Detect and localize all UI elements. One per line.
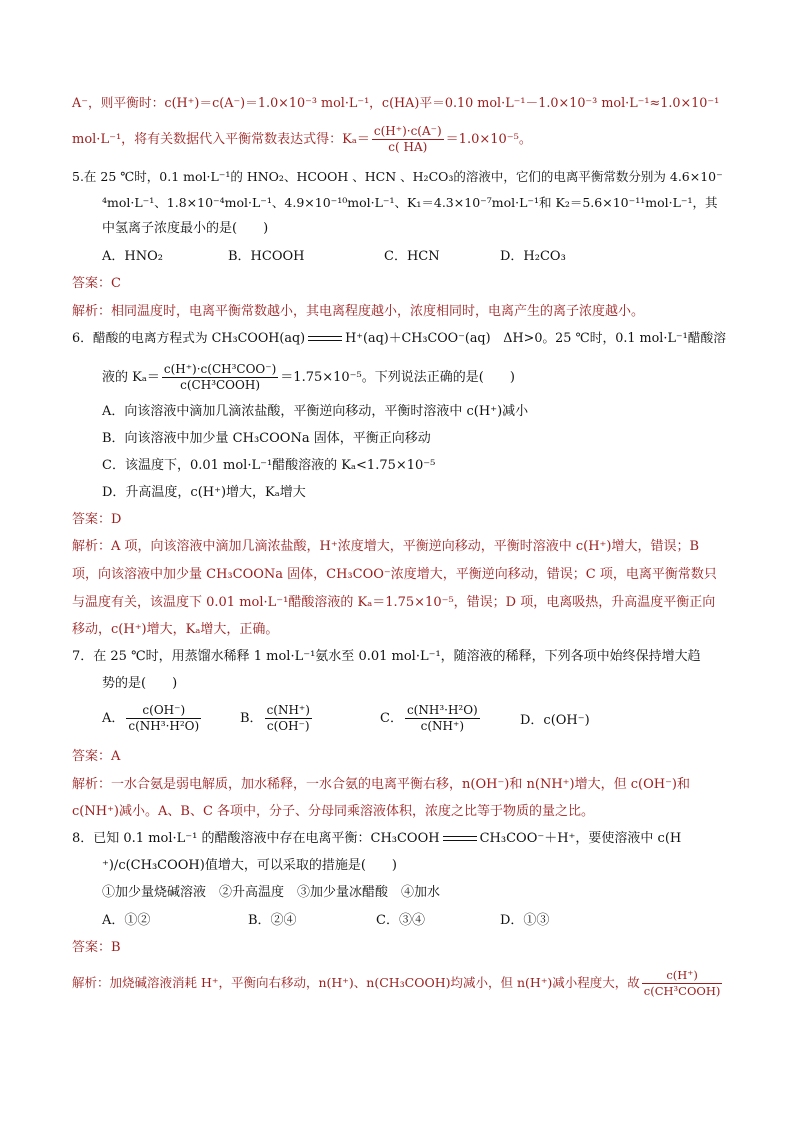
q7-analysis-line1: 解析：一水合氨是弱电解质，加水稀释，一水合氨的电离平衡右移，n(OH⁻)和 n(NH⁺)增大，但 c(OH⁻)和	[72, 777, 691, 792]
q5-stem-line3: 中氢离子浓度最小的是( )	[102, 221, 269, 236]
q7-answer: 答案：A	[72, 749, 121, 764]
q7-option-c-fraction	[405, 703, 480, 734]
q7-option-a	[102, 703, 203, 734]
q8-frac-den: c(CH³COOH)	[643, 984, 721, 998]
equilibrium-arrow-icon	[308, 334, 342, 344]
q6-ka-value: ＝1.75×10⁻⁵。下列说法正确的是( )	[280, 370, 515, 385]
q5-option-b: B．HCOOH	[228, 249, 305, 264]
q8-option-b: B．②④	[248, 913, 297, 928]
q6-answer: 答案：D	[72, 512, 122, 527]
q7-option-d: D．c(OH⁻)	[520, 713, 590, 728]
q6-option-a: A．向该溶液中滴加几滴浓盐酸，平衡逆向移动，平衡时溶液中 c(H⁺)减小	[102, 404, 529, 419]
q4-fraction	[372, 124, 444, 155]
q7-c-num: c(NH³·H²O)	[406, 703, 478, 717]
q7-option-b	[240, 703, 314, 734]
q8-option-c: C．③④	[376, 913, 425, 928]
q7-b-den: c(OH⁻)	[266, 719, 310, 733]
q8-analysis-text: 解析：加烧碱溶液消耗 H⁺，平衡向右移动，n(H⁺)、n(CH₃COOH)均减小，但 n(H⁺)减小程度大，故	[72, 975, 640, 990]
q4-frac-num: c(H⁺)·c(A⁻)	[373, 124, 442, 138]
q6-ka-label: 液的 Kₐ＝	[102, 370, 160, 385]
q4-line2-end: ＝1.0×10⁻⁵。	[445, 132, 532, 147]
q8-stem-right: CH₃COO⁻＋H⁺，要使溶液中 c(H	[479, 831, 682, 846]
q6-stem-line1	[72, 330, 726, 348]
q6-ka-fraction	[162, 362, 278, 393]
q8-analysis-fraction	[642, 968, 723, 999]
q8-stem-left: 8．已知 0.1 mol·L⁻¹ 的醋酸溶液中存在电离平衡：CH₃COOH	[72, 831, 440, 846]
q5-option-d: D．H₂CO₃	[500, 249, 566, 264]
q7-stem-line2: 势的是( )	[102, 676, 178, 691]
q6-stem-line2	[102, 362, 515, 393]
q8-stem-line2: ⁺)/c(CH₃COOH)值增大，可以采取的措施是( )	[102, 858, 397, 873]
q6-frac-den: c(CH³COOH)	[180, 378, 261, 392]
q7-option-a-fraction	[126, 703, 201, 734]
q5-option-c: C．HCN	[384, 249, 440, 264]
q6-option-d: D．升高温度，c(H⁺)增大，Kₐ增大	[102, 485, 306, 500]
q6-analysis-line4: 移动，c(H⁺)增大，Kₐ增大，正确。	[72, 622, 279, 637]
q7-option-c	[380, 703, 482, 734]
q6-frac-num: c(H⁺)·c(CH³COO⁻)	[163, 362, 277, 376]
q8-measures: ①加少量烧碱溶液 ②升高温度 ③加少量冰醋酸 ④加水	[102, 885, 441, 900]
q6-option-c: C．该温度下，0.01 mol·L⁻¹醋酸溶液的 Kₐ<1.75×10⁻⁵	[102, 458, 436, 473]
q5-answer: 答案：C	[72, 276, 121, 291]
q7-c-den: c(NH⁺)	[420, 719, 465, 733]
q8-frac-num: c(H⁺)	[642, 968, 723, 984]
q5-stem-line2: ⁴mol·L⁻¹、1.8×10⁻⁴mol·L⁻¹、4.9×10⁻¹⁰mol·L⁻¹、K₁＝4.3×10⁻⁷mol·L⁻¹和 K₂＝5.6×10⁻¹¹mol·L⁻¹，其	[102, 195, 718, 210]
q6-analysis-line1: 解析：A 项，向该溶液中滴加几滴浓盐酸，H⁺浓度增大，平衡逆向移动，平衡时溶液中 c(H⁺)增大，错误；B	[72, 539, 700, 554]
q7-stem-line1: 7．在 25 ℃时，用蒸馏水稀释 1 mol·L⁻¹氨水至 0.01 mol·L⁻¹，随溶液的稀释，下列各项中始终保持增大趋	[72, 649, 701, 664]
q7-option-c-label: C．	[380, 711, 403, 726]
q4-line2	[72, 124, 532, 155]
q4-line2-text: mol·L⁻¹，将有关数据代入平衡常数表达式得：Kₐ＝	[72, 132, 370, 147]
q5-analysis: 解析：相同温度时，电离平衡常数越小，其电离程度越小，浓度相同时，电离产生的离子浓度越小。	[72, 304, 645, 319]
equilibrium-arrow-icon	[443, 834, 477, 844]
q8-analysis	[72, 968, 724, 999]
q7-analysis-line2: c(NH⁺)减小。A、B、C 各项中，分子、分母同乘溶液体积，浓度之比等于物质的量之比。	[72, 804, 595, 819]
q6-equation-left: 6．醋酸的电离方程式为 CH₃COOH(aq)	[72, 331, 306, 346]
q6-equation-right: H⁺(aq)＋CH₃COO⁻(aq) ΔH>0。25 ℃时，0.1 mol·L⁻¹醋酸溶	[345, 331, 726, 346]
q8-option-d: D．①③	[500, 913, 550, 928]
q8-option-a: A．①②	[102, 913, 151, 928]
q6-analysis-line2: 项，向该溶液中加少量 CH₃COONa 固体，CH₃COO⁻浓度增大，平衡逆向移动，错误；C 项，电离平衡常数只	[72, 567, 717, 582]
q8-stem-line1	[72, 830, 681, 848]
q7-b-num: c(NH⁺)	[266, 703, 310, 717]
q5-stem-line1: 5.在 25 ℃时，0.1 mol·L⁻¹的 HNO₂、HCOOH 、HCN 、H₂CO₃的溶液中，它们的电离平衡常数分别为 4.6×10⁻	[72, 169, 723, 184]
q6-option-b: B．向该溶液中加少量 CH₃COONa 固体，平衡正向移动	[102, 431, 431, 446]
q4-frac-den: c( HA)	[388, 140, 428, 154]
q7-option-b-fraction	[265, 703, 312, 734]
q7-a-num: c(OH⁻)	[126, 703, 201, 719]
q7-option-b-label: B．	[240, 711, 263, 726]
q6-analysis-line3: 与温度有关，该温度下 0.01 mol·L⁻¹醋酸溶液的 Kₐ＝1.75×10⁻⁵，错误；D 项，电离吸热，升高温度平衡正向	[72, 595, 716, 610]
q8-answer: 答案：B	[72, 940, 121, 955]
q5-option-a: A．HNO₂	[102, 249, 163, 264]
q4-line1: A⁻，则平衡时：c(H⁺)＝c(A⁻)＝1.0×10⁻³ mol·L⁻¹，c(HA)平＝0.10 mol·L⁻¹－1.0×10⁻³ mol·L⁻¹≈1.0×10⁻¹	[72, 96, 720, 111]
q7-option-a-label: A．	[102, 711, 125, 726]
q7-a-den: c(NH³·H²O)	[128, 719, 200, 733]
